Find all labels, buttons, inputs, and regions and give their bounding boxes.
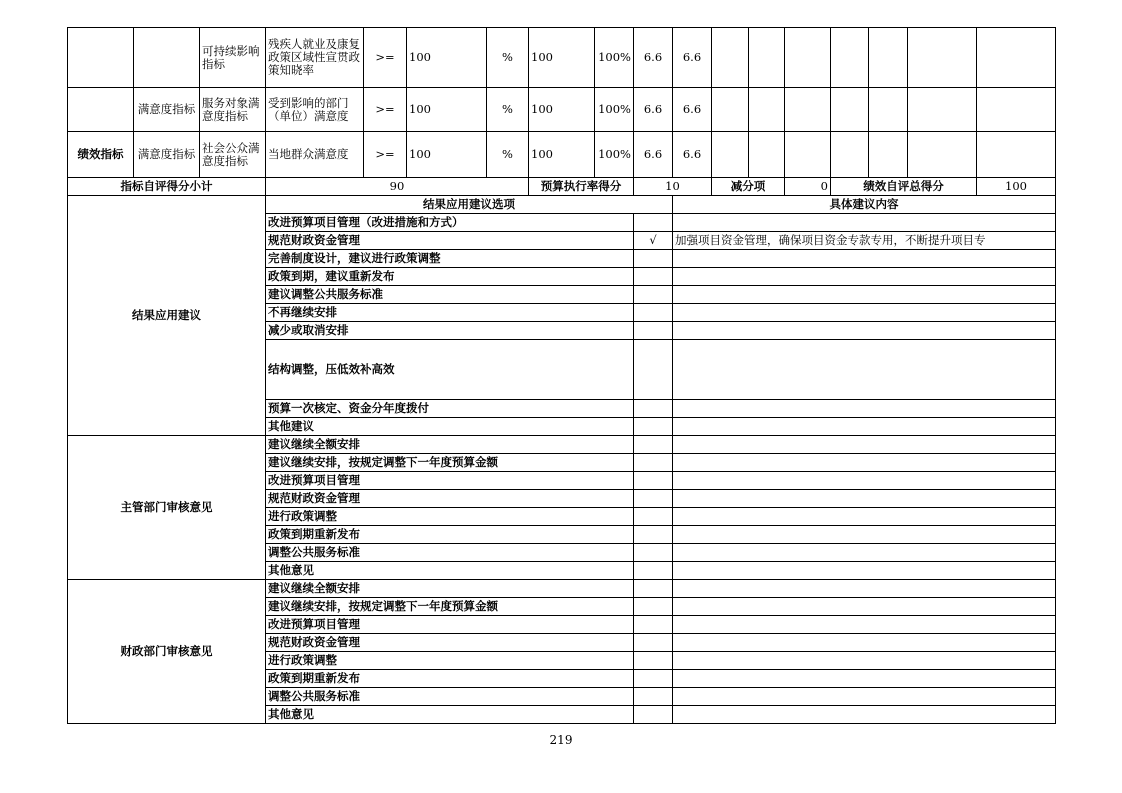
indicator-row [68, 88, 1056, 132]
opinion-mark [634, 544, 673, 562]
level1-indicator: 绩效指标 [68, 132, 134, 178]
empty-cell [712, 88, 749, 132]
unit: % [487, 28, 529, 88]
opinion-content [673, 652, 1056, 670]
opinion-label: 进行政策调整 [266, 652, 634, 670]
empty-cell [785, 132, 831, 178]
opinion-label: 建议继续全额安排 [266, 436, 634, 454]
empty-cell [869, 132, 908, 178]
option-checkmark [634, 268, 673, 286]
actual-value: 100 [529, 88, 595, 132]
opinion-label: 建议继续安排，按规定调整下一年度预算金额 [266, 454, 634, 472]
summary-row [68, 178, 1056, 196]
opinion-label: 政策到期重新发布 [266, 670, 634, 688]
operator: >= [364, 132, 407, 178]
actual-value: 100 [529, 28, 595, 88]
empty-cell [977, 28, 1056, 88]
level2-indicator [134, 28, 200, 88]
opinion-content [673, 526, 1056, 544]
empty-cell [869, 88, 908, 132]
empty-cell [712, 28, 749, 88]
option-content: 加强项目资金管理，确保项目资金专款专用，不断提升项目专 [673, 232, 1056, 250]
empty-cell [869, 28, 908, 88]
self-eval-label: 指标自评得分小计 [68, 178, 266, 196]
opinion-label: 建议继续全额安排 [266, 580, 634, 598]
option-content [673, 418, 1056, 436]
unit: % [487, 88, 529, 132]
target-value: 100 [407, 28, 487, 88]
opinion-content [673, 616, 1056, 634]
opinion-mark [634, 598, 673, 616]
score: 6.6 [673, 132, 712, 178]
level3-indicator: 社会公众满意度指标 [200, 132, 266, 178]
empty-cell [785, 28, 831, 88]
option-label: 预算一次核定、资金分年度拨付 [266, 400, 634, 418]
opinion-mark [634, 688, 673, 706]
option-checkmark [634, 400, 673, 418]
option-label: 规范财政资金管理 [266, 232, 634, 250]
opinion-label: 规范财政资金管理 [266, 490, 634, 508]
indicator-name: 受到影响的部门（单位）满意度 [266, 88, 364, 132]
deduct-label: 减分项 [712, 178, 785, 196]
budget-value: 10 [634, 178, 712, 196]
opinion-label: 规范财政资金管理 [266, 634, 634, 652]
opinion-mark [634, 436, 673, 454]
empty-cell [712, 132, 749, 178]
empty-cell [908, 88, 977, 132]
completion-rate: 100% [595, 88, 634, 132]
opinion-content [673, 634, 1056, 652]
empty-cell [977, 88, 1056, 132]
opinion-mark [634, 472, 673, 490]
option-checkmark [634, 250, 673, 268]
target-value: 100 [407, 88, 487, 132]
empty-cell [749, 28, 785, 88]
dept-review-row [68, 436, 1056, 454]
option-label: 完善制度设计，建议进行政策调整 [266, 250, 634, 268]
opinion-label: 进行政策调整 [266, 508, 634, 526]
weight: 6.6 [634, 88, 673, 132]
dept-review-title: 主管部门审核意见 [68, 436, 266, 580]
option-content [673, 340, 1056, 400]
empty-cell [908, 132, 977, 178]
opinion-content [673, 580, 1056, 598]
indicator-name: 残疾人就业及康复政策区域性宣贯政策知晓率 [266, 28, 364, 88]
empty-cell [831, 28, 869, 88]
opinion-mark [634, 580, 673, 598]
weight: 6.6 [634, 28, 673, 88]
total-label: 绩效自评总得分 [831, 178, 977, 196]
empty-cell [785, 88, 831, 132]
deduct-value: 0 [785, 178, 831, 196]
weight: 6.6 [634, 132, 673, 178]
opinion-mark [634, 526, 673, 544]
option-content [673, 400, 1056, 418]
performance-table [67, 27, 1056, 724]
total-value: 100 [977, 178, 1056, 196]
opinion-mark [634, 562, 673, 580]
opinion-mark [634, 634, 673, 652]
opinion-content [673, 454, 1056, 472]
option-checkmark [634, 340, 673, 400]
empty-cell [749, 88, 785, 132]
completion-rate: 100% [595, 28, 634, 88]
option-label: 改进预算项目管理（改进措施和方式） [266, 214, 634, 232]
opinion-mark [634, 670, 673, 688]
indicator-row [68, 28, 1056, 88]
empty-cell [749, 132, 785, 178]
opinion-content [673, 688, 1056, 706]
option-content [673, 304, 1056, 322]
opinion-content [673, 562, 1056, 580]
page-number: 219 [549, 733, 573, 747]
empty-cell [831, 132, 869, 178]
opinion-content [673, 706, 1056, 724]
completion-rate: 100% [595, 132, 634, 178]
option-content [673, 322, 1056, 340]
opinion-content [673, 544, 1056, 562]
option-label: 结构调整，压低效补高效 [266, 340, 634, 400]
score: 6.6 [673, 88, 712, 132]
level1-indicator [68, 88, 134, 132]
unit: % [487, 132, 529, 178]
option-content [673, 268, 1056, 286]
option-label: 不再继续安排 [266, 304, 634, 322]
opinion-content [673, 490, 1056, 508]
indicator-name: 当地群众满意度 [266, 132, 364, 178]
finance-review-title: 财政部门审核意见 [68, 580, 266, 724]
opinion-mark [634, 454, 673, 472]
self-eval-value: 90 [266, 178, 529, 196]
operator: >= [364, 88, 407, 132]
option-label: 减少或取消安排 [266, 322, 634, 340]
actual-value: 100 [529, 132, 595, 178]
content-header: 具体建议内容 [673, 196, 1056, 214]
opinion-content [673, 598, 1056, 616]
options-header: 结果应用建议选项 [266, 196, 673, 214]
option-content [673, 214, 1056, 232]
opinion-mark [634, 490, 673, 508]
option-checkmark: √ [634, 232, 673, 250]
option-content [673, 250, 1056, 268]
level1-indicator [68, 28, 134, 88]
level3-indicator: 可持续影响指标 [200, 28, 266, 88]
option-checkmark [634, 418, 673, 436]
result-section-title: 结果应用建议 [68, 196, 266, 436]
opinion-label: 建议继续安排，按规定调整下一年度预算金额 [266, 598, 634, 616]
opinion-label: 其他意见 [266, 706, 634, 724]
score: 6.6 [673, 28, 712, 88]
opinion-mark [634, 616, 673, 634]
empty-cell [908, 28, 977, 88]
opinion-label: 调整公共服务标准 [266, 688, 634, 706]
opinion-label: 改进预算项目管理 [266, 472, 634, 490]
level3-indicator: 服务对象满意度指标 [200, 88, 266, 132]
budget-label: 预算执行率得分 [529, 178, 634, 196]
opinion-label: 改进预算项目管理 [266, 616, 634, 634]
opinion-label: 政策到期重新发布 [266, 526, 634, 544]
finance-review-row [68, 580, 1056, 598]
opinion-content [673, 436, 1056, 454]
operator: >= [364, 28, 407, 88]
option-checkmark [634, 304, 673, 322]
opinion-mark [634, 652, 673, 670]
result-header-row [68, 196, 1056, 214]
empty-cell [831, 88, 869, 132]
opinion-mark [634, 706, 673, 724]
option-checkmark [634, 322, 673, 340]
option-checkmark [634, 286, 673, 304]
opinion-content [673, 670, 1056, 688]
opinion-mark [634, 508, 673, 526]
target-value: 100 [407, 132, 487, 178]
opinion-content [673, 508, 1056, 526]
opinion-label: 调整公共服务标准 [266, 544, 634, 562]
opinion-content [673, 472, 1056, 490]
level2-indicator: 满意度指标 [134, 88, 200, 132]
option-checkmark [634, 214, 673, 232]
empty-cell [977, 132, 1056, 178]
opinion-label: 其他意见 [266, 562, 634, 580]
option-content [673, 286, 1056, 304]
level2-indicator: 满意度指标 [134, 132, 200, 178]
indicator-row [68, 132, 1056, 178]
option-label: 建议调整公共服务标准 [266, 286, 634, 304]
option-label: 政策到期，建议重新发布 [266, 268, 634, 286]
option-label: 其他建议 [266, 418, 634, 436]
